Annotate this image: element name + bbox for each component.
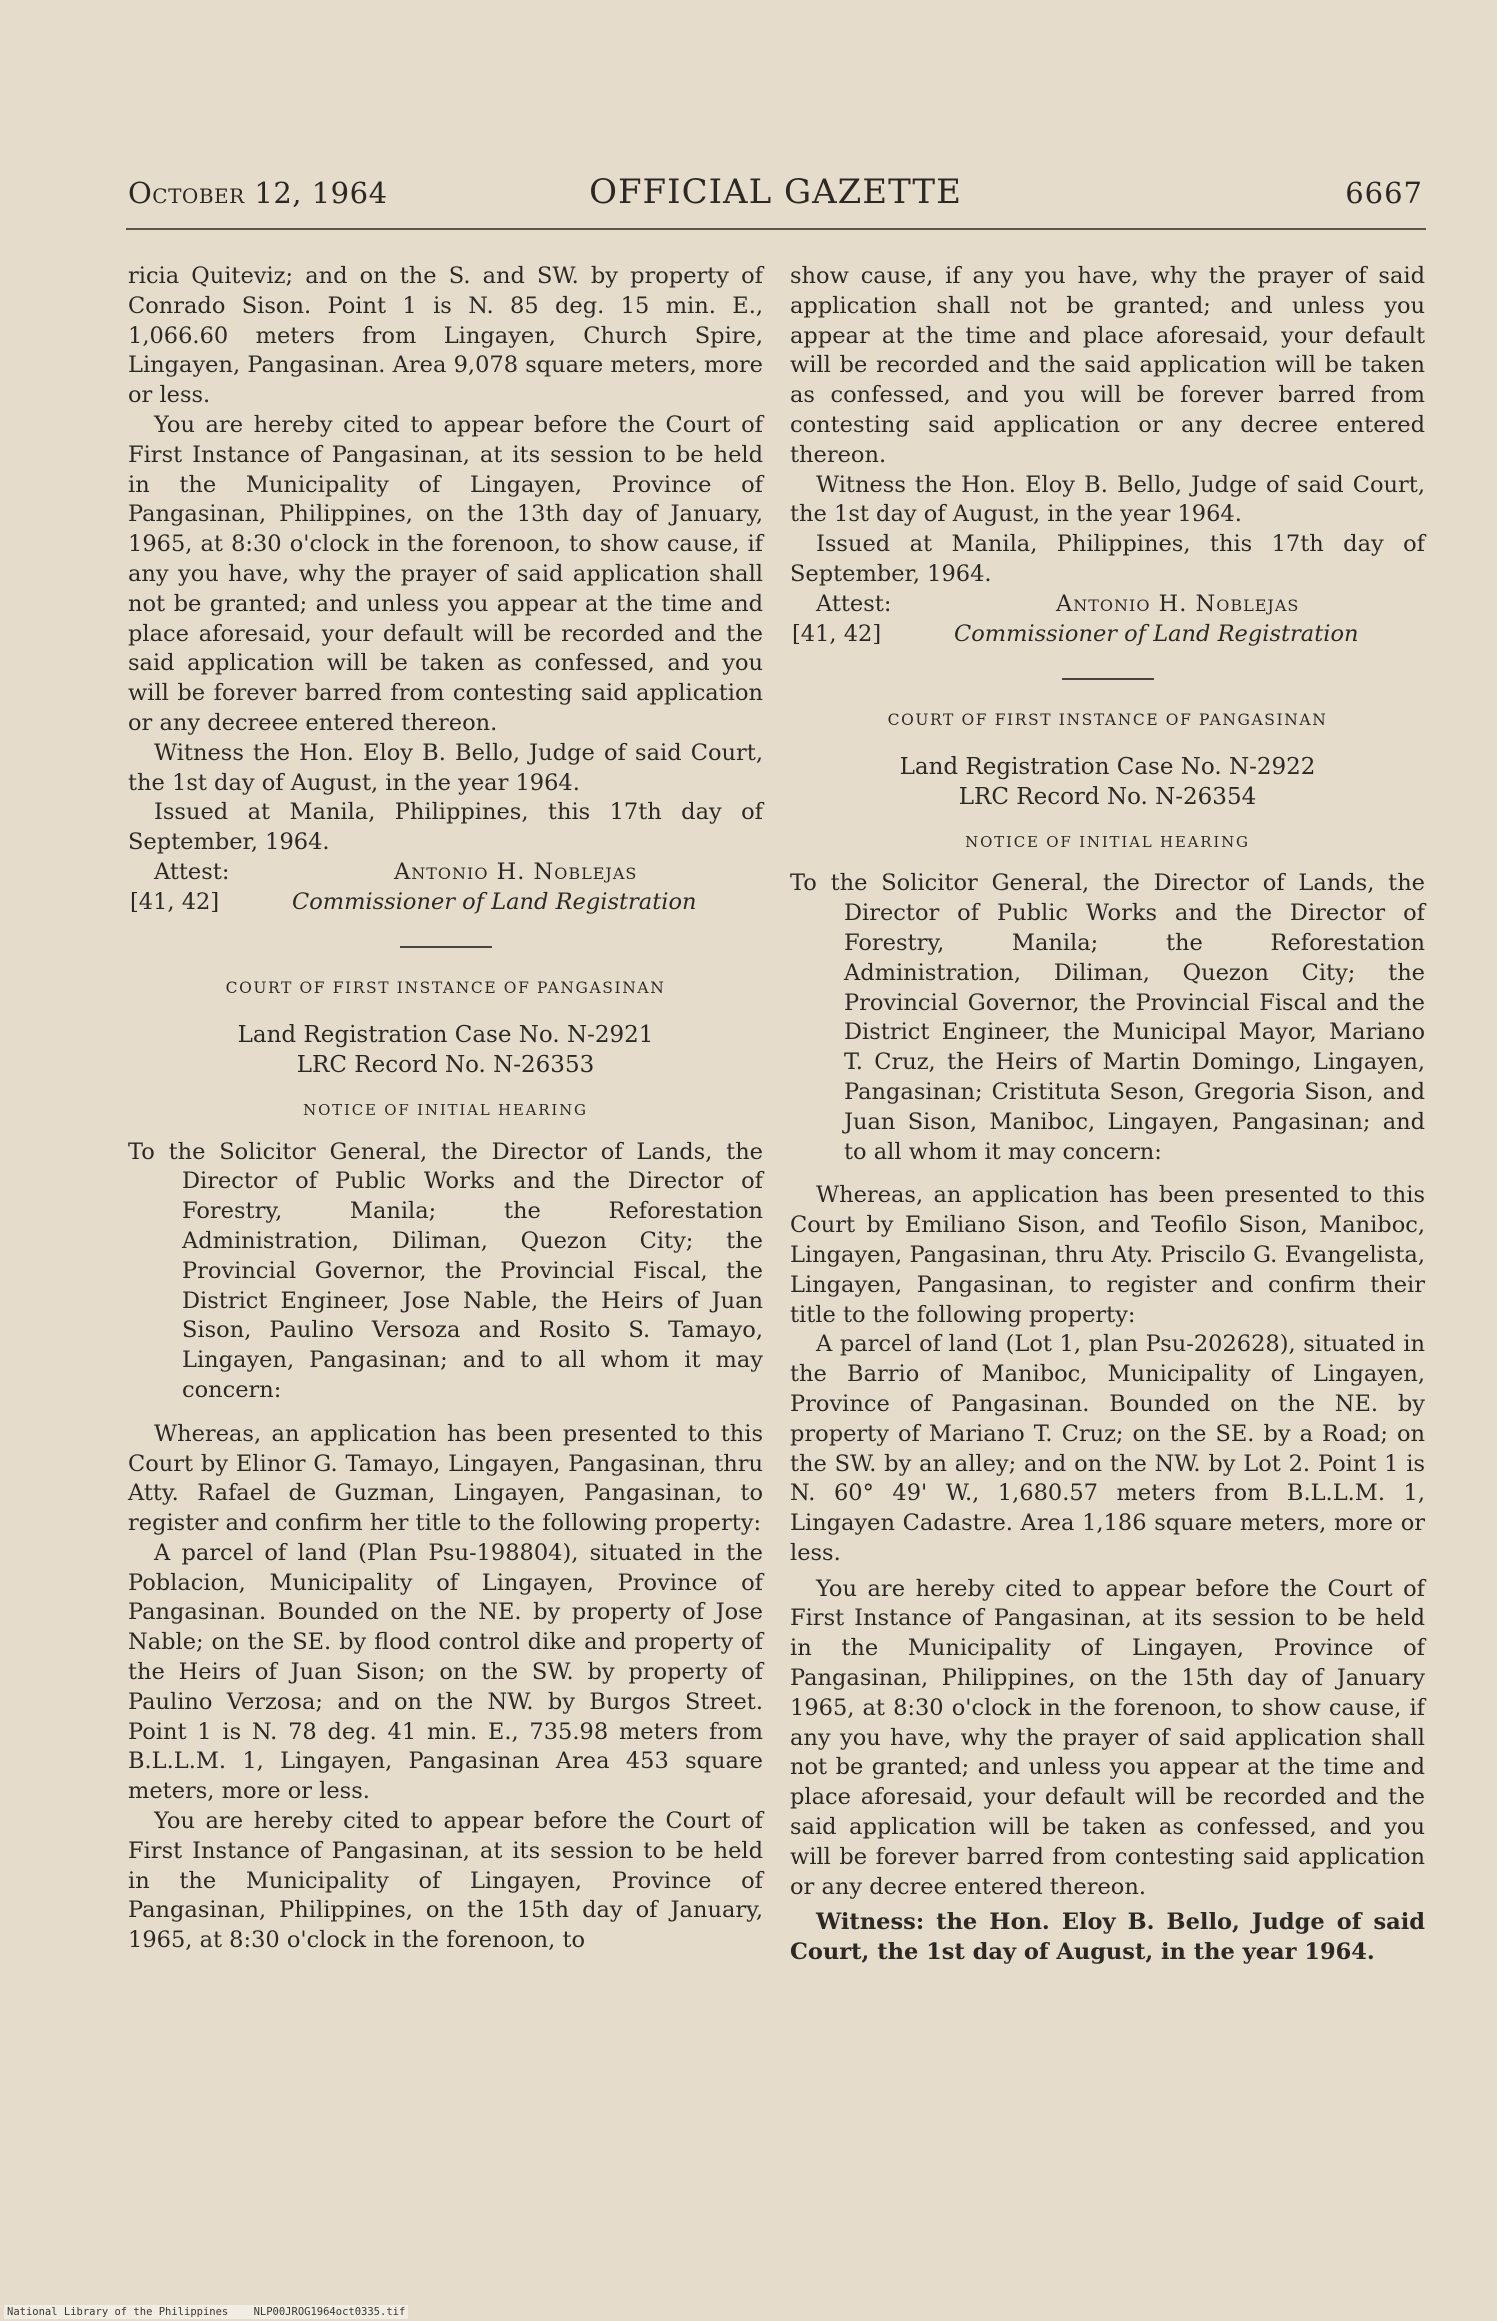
addressee-paragraph: To the Solicitor General, the Director of Lands, the Director of Public Works and the Director of Forestry, Manila; the Reforestation Administration, Diliman, Quezon City; the Provincial Governor, the Provincial Fiscal, the District Engineer, Jose Nable, the Heirs of Juan Sison, Paulino Versoza and Rosito S. Tamayo, Lingayen, Pangasinan; and to all whom it may concern: [128,1138,763,1403]
addressee-paragraph: To the Solicitor General, the Director of Lands, the Director of Public Works and the Director of Forestry, Manila; the Reforestation Administration, Diliman, Quezon City; the Provincial Governor, the Provincial Fiscal and the District Engineer, the Municipal Mayor, Mariano T. Cruz, the Heirs of Martin Domingo, Lingayen, Pangasinan; Cristituta Seson, Gregoria Sison, and Juan Sison, Maniboc, Lingayen, Pangasinan; and to all whom it may concern: [790,870,1425,1165]
attest-label: Attest: [816,590,892,617]
record-number: LRC Record No. N-26354 [958,783,1257,810]
page-header [128,172,1423,216]
witness-paragraph: Witness the Hon. Eloy B. Bello, Judge of said Court, the 1st day of August, in the year 1964. [790,471,1425,528]
cited-paragraph: You are hereby cited to appear before the Court of First Instance of Pangasinan, at its session to be held in the Municipality of Lingayen, Province of Pangasinan, Philippines, on the 15th day of January, 1965, at 8:30 o'clock in the forenoon, to [128,1808,763,1954]
issued-paragraph: Issued at Manila, Philippines, this 17th day of September, 1964. [128,799,763,856]
case-number: Land Registration Case No. N-2922 [899,753,1316,780]
witness-paragraph: Witness the Hon. Eloy B. Bello, Judge of said Court, the 1st day of August, in the year 1964. [128,739,763,796]
scan-filename: NLP00JROG1964oct0335.tif [253,2306,406,2318]
attest-name: Antonio H. Noblejas [1056,590,1300,617]
header-rule [126,228,1426,230]
witness-paragraph: Witness: the Hon. Eloy B. Bello, Judge of said Court, the 1st day of August, in the year 1964. [790,1909,1425,1966]
attest-role: Commissioner of Land Registration [954,620,1359,647]
section-divider [400,946,492,948]
attest-reference: [41, 42] [130,888,220,915]
notice-heading: NOTICE OF INITIAL HEARING [303,1100,588,1119]
attest-role-line [128,888,763,918]
attest-name: Antonio H. Noblejas [394,858,638,885]
attest-line [790,590,1425,620]
attest-label: Attest: [154,858,230,885]
continued-paragraph: show cause, if any you have, why the prayer of said application shall not be granted; and unless you appear at the time and place aforesaid, your default will be recorded and the said application will be taken as confessed, and you will be forever barred from contesting said application or any decree entered thereon. [790,263,1425,468]
issue-date: October 12, 1964 [128,176,388,210]
right-column [790,262,1425,1968]
left-column [128,262,763,1956]
continued-paragraph: ricia Quiteviz; and on the S. and SW. by property of Conrado Sison. Point 1 is N. 85 deg. 15 min. E., 1,066.60 meters from Lingayen, Church Spire, Lingayen, Pangasinan. Area 9,078 square meters, more or less. [128,263,763,409]
parcel-paragraph: A parcel of land (Plan Psu-198804), situated in the Poblacion, Municipality of Lingayen, Province of Pangasinan. Bounded on the NE. by property of Jose Nable; on the SE. by flood control dike and property of the Heirs of Juan Sison; on the SW. by property of Paulino Verzosa; and on the NW. by Burgos Street. Point 1 is N. 78 deg. 41 min. E., 735.98 meters from B.L.L.M. 1, Lingayen, Pangasinan Area 453 square meters, more or less. [128,1539,763,1805]
attest-role: Commissioner of Land Registration [292,888,697,915]
scan-footer [4,2305,408,2319]
court-heading: COURT OF FIRST INSTANCE OF PANGASINAN [225,978,666,997]
notice-heading: NOTICE OF INITIAL HEARING [965,832,1250,851]
scan-source: National Library of the Philippines [7,2306,229,2318]
whereas-paragraph: Whereas, an application has been presented to this Court by Elinor G. Tamayo, Lingayen, Pangasinan, thru Atty. Rafael de Guzman, Lingayen, Pangasinan, to register and confirm her title to the following property: [128,1420,763,1537]
whereas-paragraph: Whereas, an application has been presented to this Court by Emiliano Sison, and Teofilo Sison, Maniboc, Lingayen, Pangasinan, thru Aty. Priscilo G. Evangelista, Lingayen, Pangasinan, to register and confirm their title to the following property: [790,1182,1425,1328]
parcel-paragraph: A parcel of land (Lot 1, plan Psu-202628), situated in the Barrio of Maniboc, Municipality of Lingayen, Province of Pangasinan. Bounded on the NE. by property of Mariano T. Cruz; on the SE. by a Road; on the SW. by an alley; and on the NW. by Lot 2. Point 1 is N. 60° 49' W., 1,680.57 meters from B.L.L.M. 1, Lingayen Cadastre. Area 1,186 square meters, more or less. [790,1331,1425,1566]
record-number: LRC Record No. N-26353 [296,1051,595,1078]
cited-paragraph: You are hereby cited to appear before the Court of First Instance of Pangasinan, at its session to be held in the Municipality of Lingayen, Province of Pangasinan, Philippines, on the 13th day of January, 1965, at 8:30 o'clock in the forenoon, to show cause, if any you have, why the prayer of said application shall not be granted; and unless you appear at the time and place aforesaid, your default will be recorded and the said application will be taken as confessed, and you will be forever barred from contesting said application or any decreee entered thereon. [128,411,763,736]
case-number: Land Registration Case No. N-2921 [237,1021,654,1048]
issued-paragraph: Issued at Manila, Philippines, this 17th day of September, 1964. [790,531,1425,587]
cited-paragraph: You are hereby cited to appear before the Court of First Instance of Pangasinan, at its session to be held in the Municipality of Lingayen, Province of Pangasinan, Philippines, on the 15th day of January 1965, at 8:30 o'clock in the forenoon, to show cause, if any you have, why the prayer of said application shall not be granted; and unless you appear at the time and place aforesaid, your default will be recorded and the said application will be taken as confessed, and you will be forever barred from contesting said application or any decree entered thereon. [790,1575,1425,1900]
court-heading: COURT OF FIRST INSTANCE OF PANGASINAN [887,710,1328,729]
page-number: 6667 [1345,176,1423,210]
attest-line [128,858,763,888]
attest-reference: [41, 42] [792,620,882,647]
section-divider [1062,678,1154,680]
attest-role-line [790,620,1425,650]
publication-title: OFFICIAL GAZETTE [589,172,962,212]
